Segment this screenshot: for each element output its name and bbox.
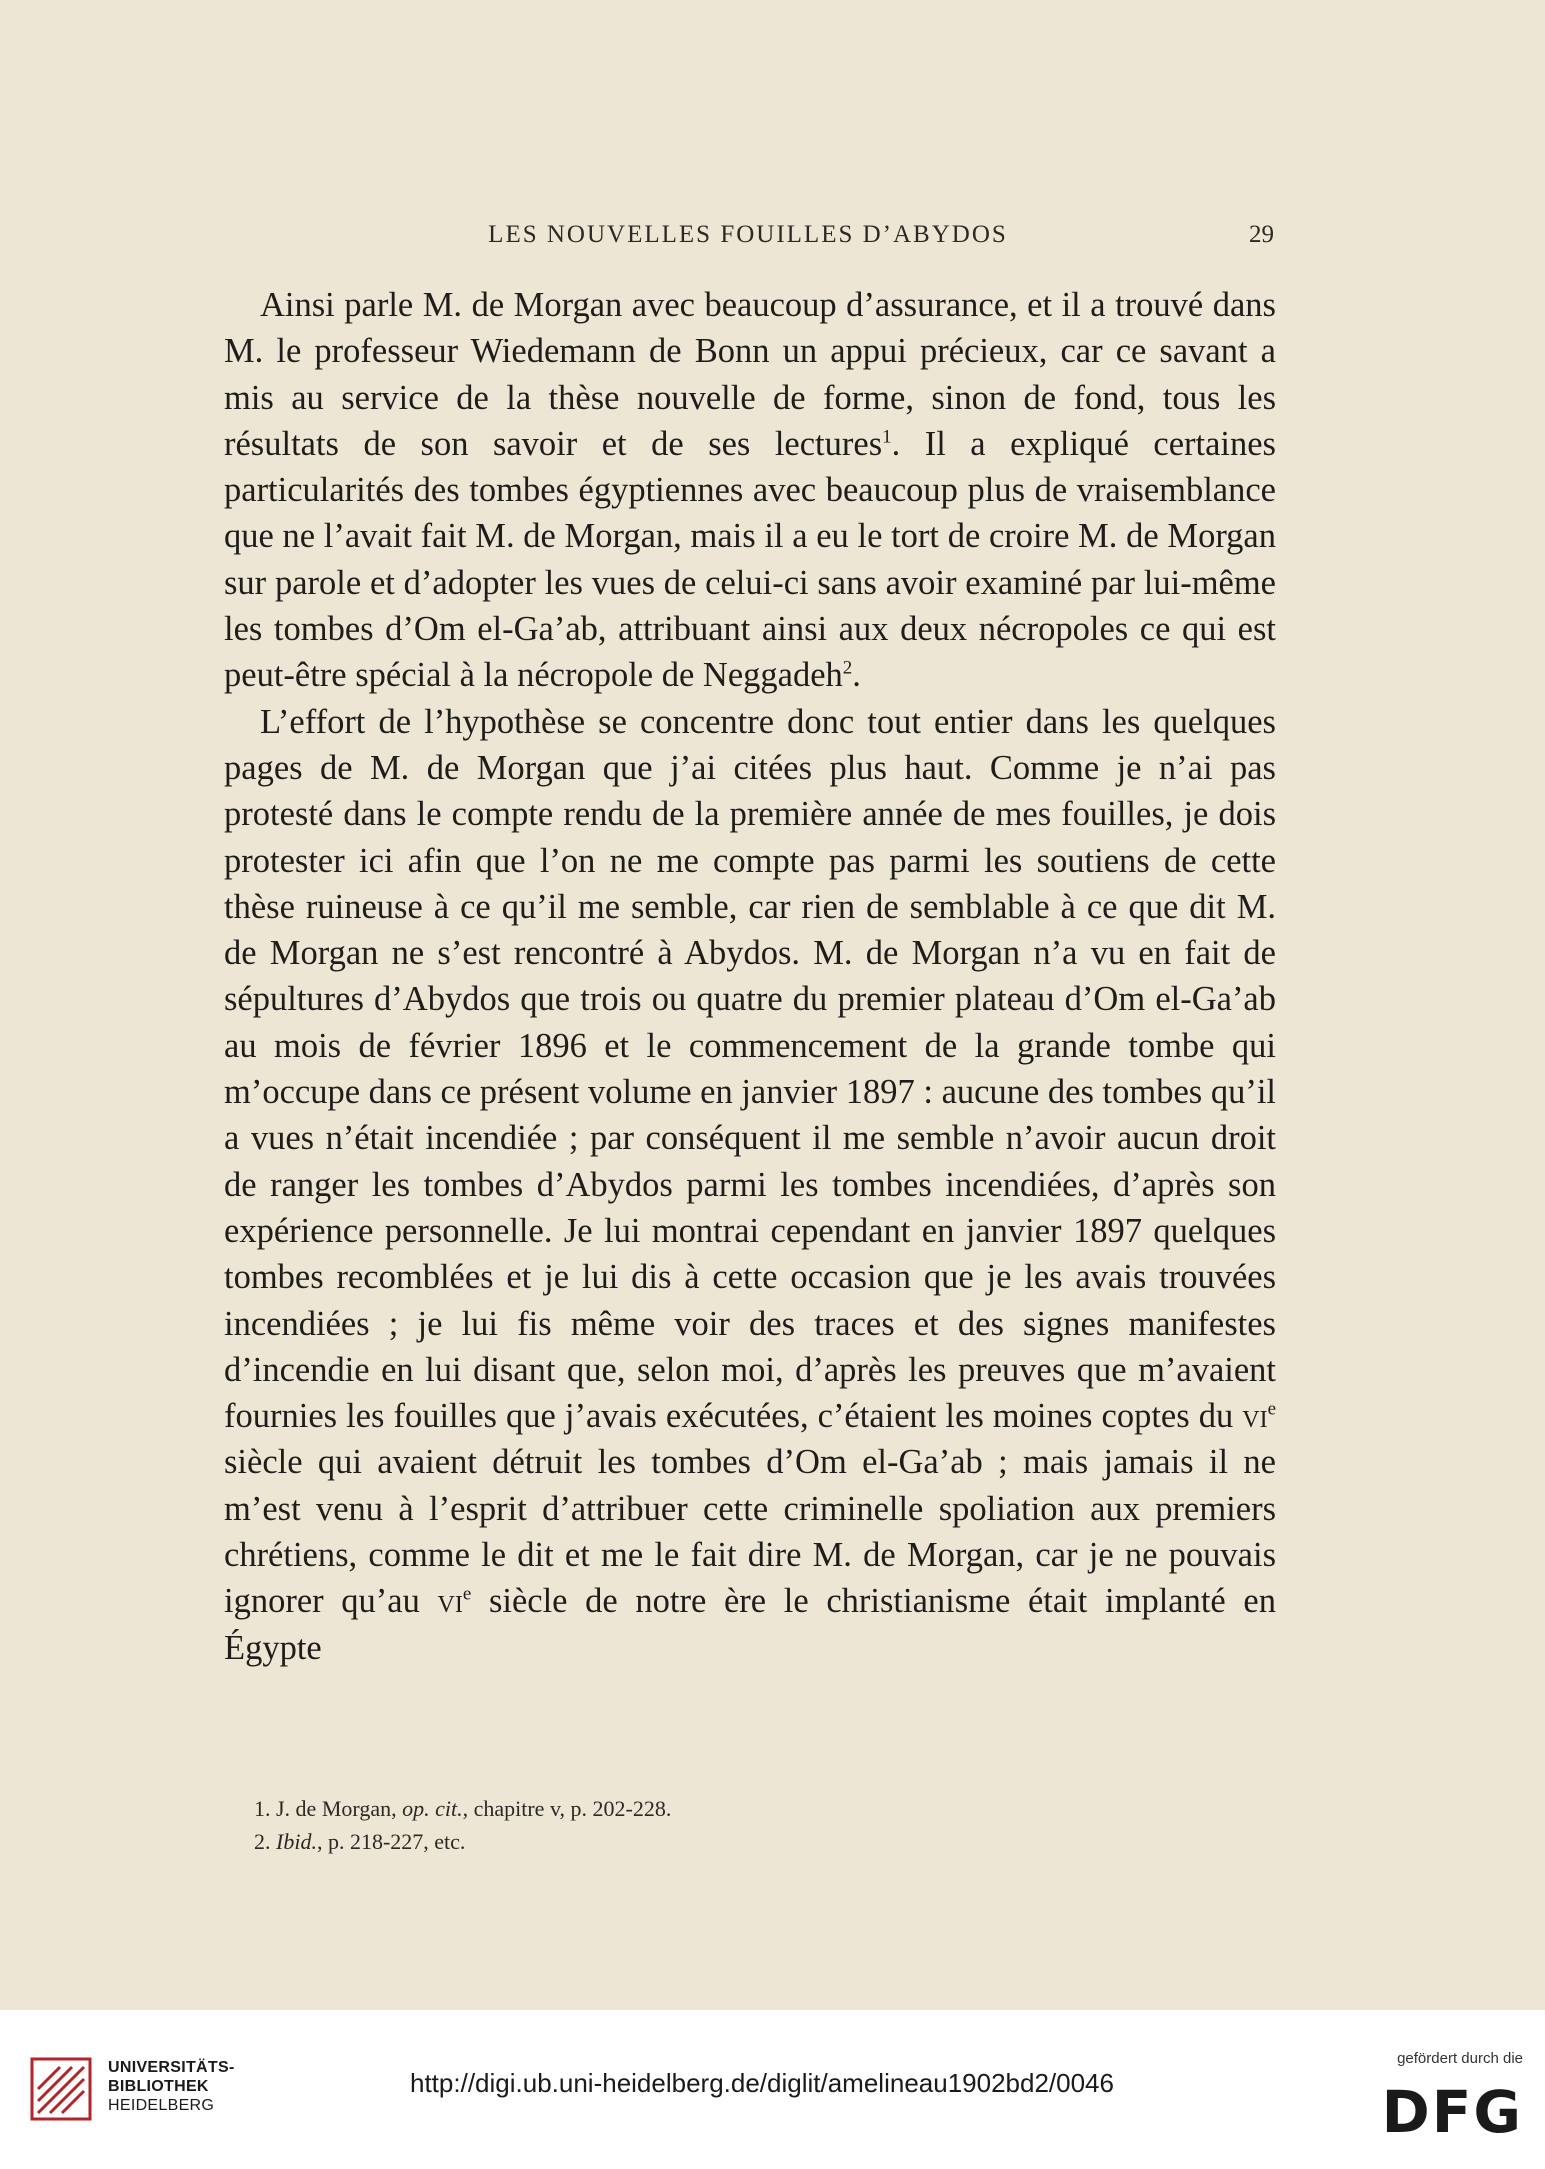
dfg-logo: DFG [1381, 2078, 1523, 2146]
footnote-ref-1: 1 [882, 426, 892, 448]
footnote-italic: op. cit. [402, 1796, 463, 1821]
paragraph-2-text-b: siècle qui avaient détruit les tombes d’Om el-Ga’ab ; mais jamais il ne m’est venu à l’esprit d’attribuer cette criminelle spoliation aux premiers chrétiens, comme le dit et me le fait dire M. de Morgan, car je ne pouvais ignorer qu’au [224, 1443, 1276, 1621]
footnote-number: 2. [254, 1829, 271, 1854]
footnote-author: J. de Morgan, [276, 1796, 397, 1821]
superscript-e: e [1267, 1398, 1276, 1420]
running-title: LES NOUVELLES FOUILLES D’ABYDOS [488, 221, 1008, 248]
library-name-line-2: BIBLIOTHEK [108, 2078, 209, 2095]
body-text [224, 282, 1276, 1671]
paragraph-1 [224, 282, 1276, 699]
footnotes [224, 1792, 1276, 1858]
page-number: 29 [1249, 221, 1274, 248]
paragraph-1-text-a: Ainsi parle M. de Morgan avec beaucoup d’assurance, et il a trouvé dans M. le professeur Wiedemann de Bonn un appui précieux, car ce savant a mis au service de la thèse nouvelle de forme, sinon de fond, tous les résultats de son savoir et de ses lectures [224, 286, 1276, 463]
footnote-number: 1. [254, 1796, 271, 1821]
footnote-italic: Ibid. [276, 1829, 317, 1854]
superscript-e: e [462, 1583, 472, 1605]
paragraph-1-text-c: . [852, 656, 861, 695]
digitization-footer-bar [0, 2010, 1545, 2169]
paragraph-1-text-b: . Il a expliqué certaines particularités des tombes égyptiennes avec beaucoup plus de vraisemblance que ne l’avait fait M. de Morgan, mais il a eu le tort de croire M. de Morgan sur parole et d’adopter les vues de celui-ci sans avoir examiné par lui-même les tombes d’Om el-Ga’ab, attribuant ainsi aux deux nécropoles ce qui est peut-être spécial à la nécropole de Neggadeh [224, 424, 1276, 695]
roman-numeral-vi: vi [1242, 1397, 1268, 1436]
footnote-1 [224, 1792, 1276, 1825]
ub-heidelberg-logo-icon [30, 2057, 92, 2121]
sponsor-note: gefördert durch die [1397, 2050, 1523, 2067]
footnote-2 [224, 1825, 1276, 1858]
permalink-url[interactable]: http://digi.ub.uni-heidelberg.de/diglit/amelineau1902bd2/0046 [410, 2068, 1114, 2098]
library-name [108, 2058, 235, 2115]
library-name-line-1: UNIVERSITÄTS- [108, 2059, 235, 2076]
footnote-rest: , p. 218-227, etc. [316, 1829, 466, 1854]
paragraph-2-text-a: L’effort de l’hypothèse se concentre donc tout entier dans les quelques pages de M. de Morgan que j’ai citées plus haut. Comme je n’ai pas protesté dans le compte rendu de la première année de mes fouilles, je dois protester ici afin que l’on ne me compte pas parmi les soutiens de cette thèse ruineuse à ce qu’il me semble, car rien de semblable à ce que dit M. de Morgan ne s’est rencontré à Abydos. M. de Morgan n’a vu en fait de sépultures d’Abydos que trois ou quatre du premier plateau d’Om el-Ga’ab au mois de février 1896 et le commencement de la grande tombe qui m’occupe dans ce présent volume en janvier 1897 : aucune des tombes qu’il a vues n’était incendiée ; par conséquent il me semble n’avoir aucun droit de ranger les tombes d’Abydos parmi les tombes incendiées, d’après son expérience personnelle. Je lui montrai cependant en janvier 1897 quelques tombes recomblées et je lui dis à cette occasion que je les avais trouvées incendiées ; je lui fis même voir des traces et des signes manifestes d’incendie en lui disant que, selon moi, d’après les preuves que m’avaient fournies les fouilles que j’avais exécutées, c’étaient les moines coptes du [224, 702, 1276, 1436]
footnote-ref-2: 2 [842, 658, 853, 680]
paragraph-2-text-c: siècle de notre ère le christianisme était implanté en Égypte [224, 1582, 1276, 1667]
footnote-rest: , chapitre v, p. 202-228. [462, 1796, 672, 1821]
paragraph-2 [224, 699, 1276, 1671]
page-header [222, 221, 1274, 261]
library-name-line-3: HEIDELBERG [108, 2097, 215, 2114]
roman-numeral-vi: vi [437, 1582, 463, 1621]
